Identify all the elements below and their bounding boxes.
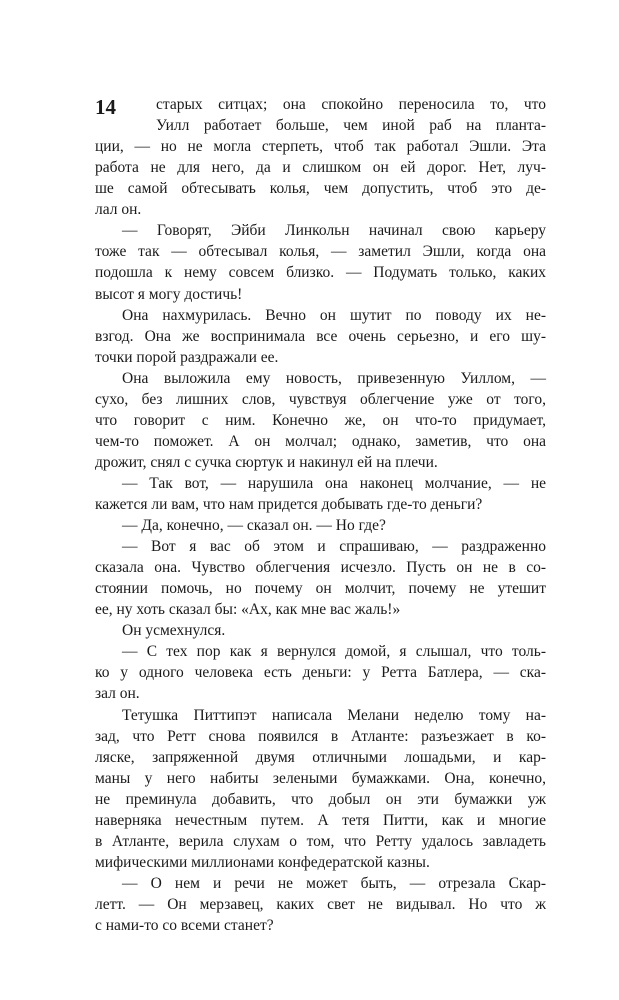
text-line: ции, — но не могла стерпеть, чтоб так работал Эшли. Эта <box>95 138 546 156</box>
text-line: сухо, без лишних слов, чувствуя облегчение уже от того, <box>95 390 546 408</box>
text-line: зад, что Ретт снова появился в Атланте: разъезжает в ко- <box>95 727 546 745</box>
text-line: взгод. Она же воспринимала все очень серьезно, и его шу- <box>95 327 546 345</box>
text-line: зал он. <box>95 685 140 703</box>
text-line: работа не для него, да и слишком он ей дорог. Нет, луч- <box>95 159 546 177</box>
text-line: — С тех пор как я вернулся домой, я слышал, что толь- <box>122 643 546 661</box>
text-line: сказала она. Чувство облегчения исчезло. Пусть он не в со- <box>95 559 546 577</box>
text-line: мифическими миллионами конфедератской казны. <box>95 853 430 871</box>
text-line: ее, ну хоть сказал бы: «Ах, как мне вас жаль!» <box>95 601 401 619</box>
text-line: — О нем и речи не может быть, — отрезала Скар- <box>122 874 546 892</box>
text-line: дрожит, снял с сучка сюртук и накинул ей на плечи. <box>95 453 438 471</box>
page-number: 14 <box>95 95 116 119</box>
text-line: Она выложила ему новость, привезенную Уиллом, — <box>122 369 546 387</box>
text-line: кажется ли вам, что нам придется добывать где-то деньги? <box>95 496 483 513</box>
text-line: ше самой обтесывать колья, чем допустить, чтоб это де- <box>95 180 546 198</box>
text-line: лал он. <box>95 201 142 219</box>
text-line: не преминула добавить, что добыл он эти бумажки уж <box>95 790 546 808</box>
text-line: точки порой раздражали ее. <box>95 348 279 366</box>
text-line: что говорит с ним. Конечно же, он что-то придумает, <box>95 411 546 429</box>
text-line: — Да, конечно, — сказал он. — Но где? <box>122 517 386 534</box>
text-line: — Так вот, — нарушила она наконец молчание, — не <box>122 474 546 492</box>
text-line: ко у одного человека есть деньги: у Ретта Батлера, — ска- <box>95 664 546 682</box>
text-line: — Вот я вас об этом и спрашиваю, — раздраженно <box>122 538 546 556</box>
text-line: Тетушка Питтипэт написала Мелани неделю тому на- <box>122 706 546 724</box>
text-line: подошла к нему совсем близко. — Подумать только, каких <box>95 264 546 282</box>
text-line: стоянии помочь, но почему он молчит, почему не утешит <box>95 580 546 598</box>
text-line: чем-то поможет. А он молчал; однако, заметив, что она <box>95 432 546 450</box>
text-line: Он усмехнулся. <box>122 622 226 640</box>
text-line: летт. — Он мерзавец, каких свет не видывал. Но что ж <box>95 895 546 913</box>
text-line: тоже так — обтесывал колья, — заметил Эшли, когда она <box>95 243 546 261</box>
text-line: наверняка нечестным путем. А тетя Питти, как и многие <box>95 811 546 829</box>
text-line: Уилл работает больше, чем иной раб на планта- <box>156 117 546 135</box>
text-line: Она нахмурилась. Вечно он шутит по поводу их не- <box>122 306 546 324</box>
text-line: с нами-то со всеми станет? <box>95 917 274 934</box>
text-line: ляске, запряженной двумя отличными лошадьми, и кар- <box>95 748 546 766</box>
text-line: — Говорят, Эйби Линкольн начинал свою карьеру <box>122 222 546 240</box>
text-line: старых ситцах; она спокойно переносила то, что <box>156 96 546 113</box>
text-line: маны у него набиты зелеными бумажками. Она, конечно, <box>95 769 546 787</box>
text-line: высот я могу достичь! <box>95 285 243 303</box>
text-line: в Атланте, верила слухам о том, что Ретту удалось завладеть <box>95 832 546 850</box>
